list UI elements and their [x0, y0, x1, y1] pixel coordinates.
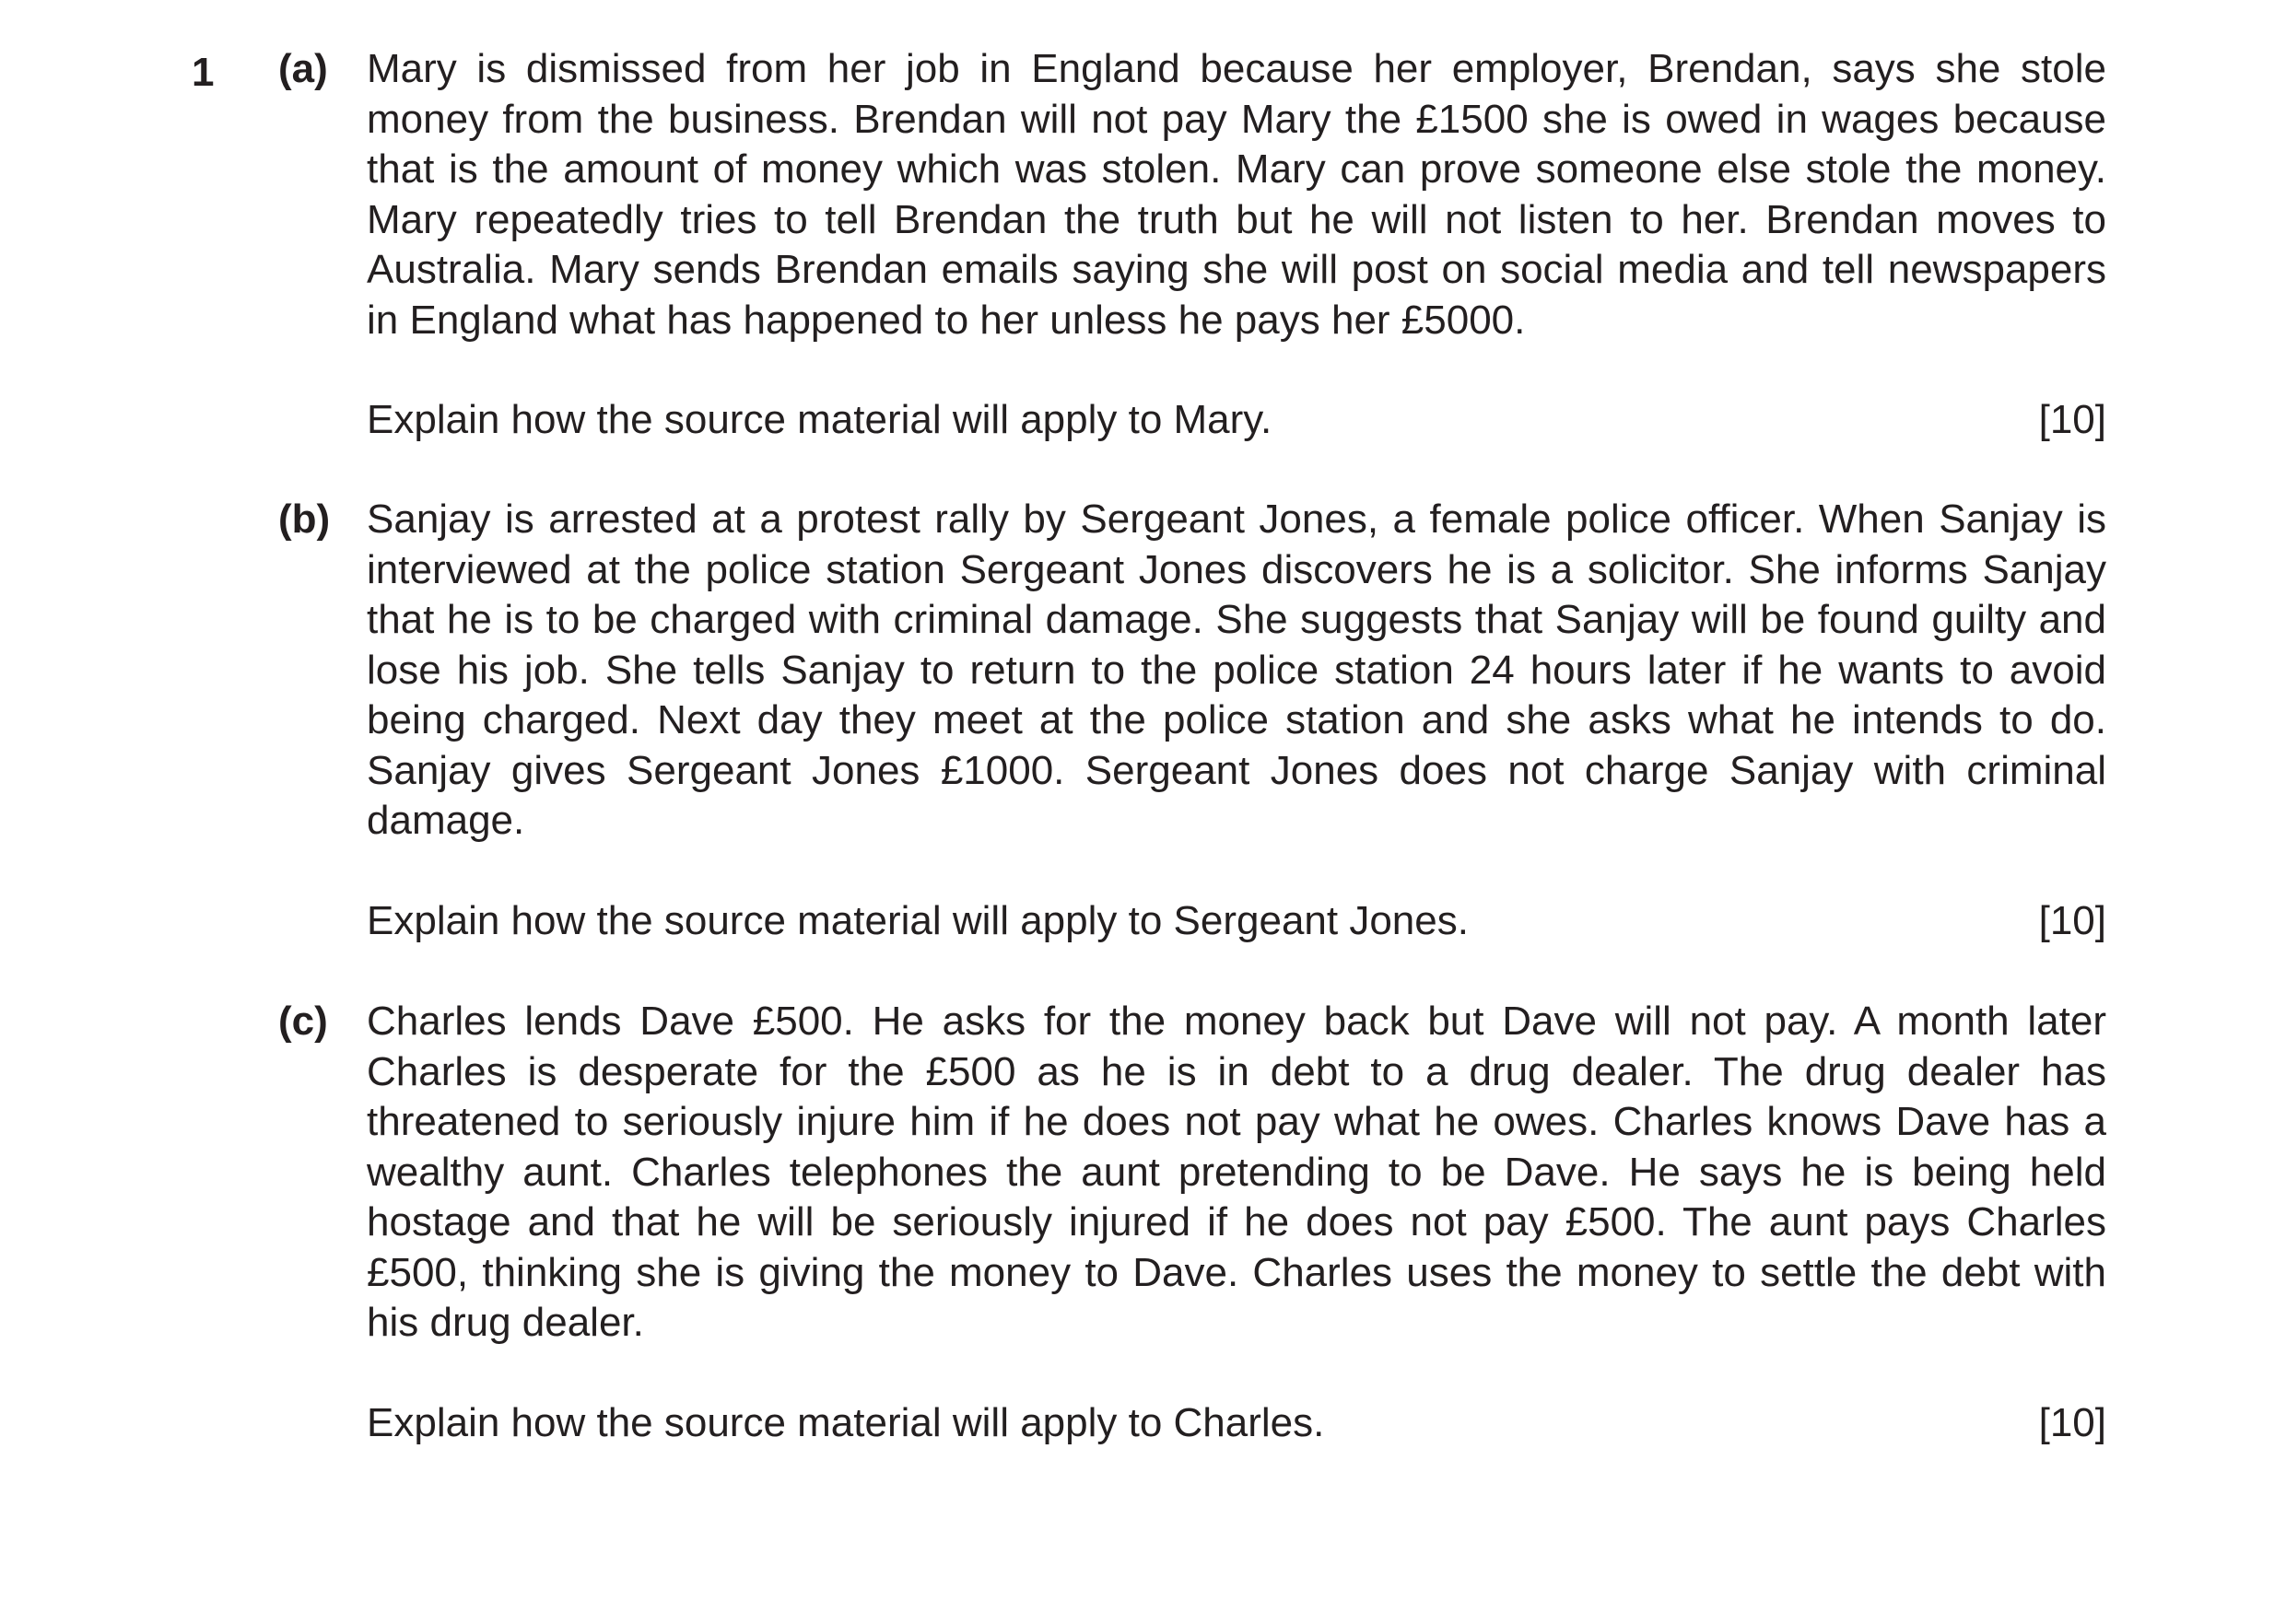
- marks-indicator: [10]: [2038, 898, 2106, 943]
- scenario-text: Mary is dismissed from her job in England because her employer, Brendan, says she stole money from the business. Brendan will not pay Mary the £1500 she is owed in wages because that is the amount of money which was stolen. Mary can prove someone else stole the money. Mary repeatedly tries to tell Brendan the truth but he will not listen to her. Brendan moves to Australia. Mary sends Brendan emails saying she will post on social media and tell newspapers in England what has happened to her unless he pays her £5000.: [367, 46, 2106, 343]
- question-number: 1: [192, 50, 215, 95]
- part-label: (a): [278, 46, 328, 91]
- marks-indicator: [10]: [2038, 397, 2106, 442]
- prompt-text: Explain how the source material will apply to Sergeant Jones.: [367, 898, 1469, 943]
- marks-indicator: [10]: [2038, 1400, 2106, 1445]
- scenario-text: Sanjay is arrested at a protest rally by Sergeant Jones, a female police officer. When Sanjay is interviewed at the police station Sergeant Jones discovers he is a solicitor. She informs Sanjay that he is to be charged with criminal damage. She suggests that Sanjay will be found guilty and lose his job. She tells Sanjay to return to the police station 24 hours later if he wants to avoid being charged. Next day they meet at the police station and she asks what he intends to do. Sanjay gives Sergeant Jones £1000. Sergeant Jones does not charge Sanjay with criminal damage.: [367, 497, 2106, 843]
- part-label: (b): [278, 497, 331, 542]
- prompt-text: Explain how the source material will apply to Mary.: [367, 397, 1272, 442]
- prompt-text: Explain how the source material will apply to Charles.: [367, 1400, 1325, 1445]
- part-label: (c): [278, 999, 328, 1044]
- scenario-text: Charles lends Dave £500. He asks for the money back but Dave will not pay. A month later Charles is desperate for the £500 as he is in debt to a drug dealer. The drug dealer has threatened to seriously injure him if he does not pay what he owes. Charles knows Dave has a wealthy aunt. Charles telephones the aunt pretending to be Dave. He says he is being held hostage and that he will be seriously injured if he does not pay £500. The aunt pays Charles £500, thinking she is giving the money to Dave. Charles uses the money to settle the debt with his drug dealer.: [367, 999, 2106, 1345]
